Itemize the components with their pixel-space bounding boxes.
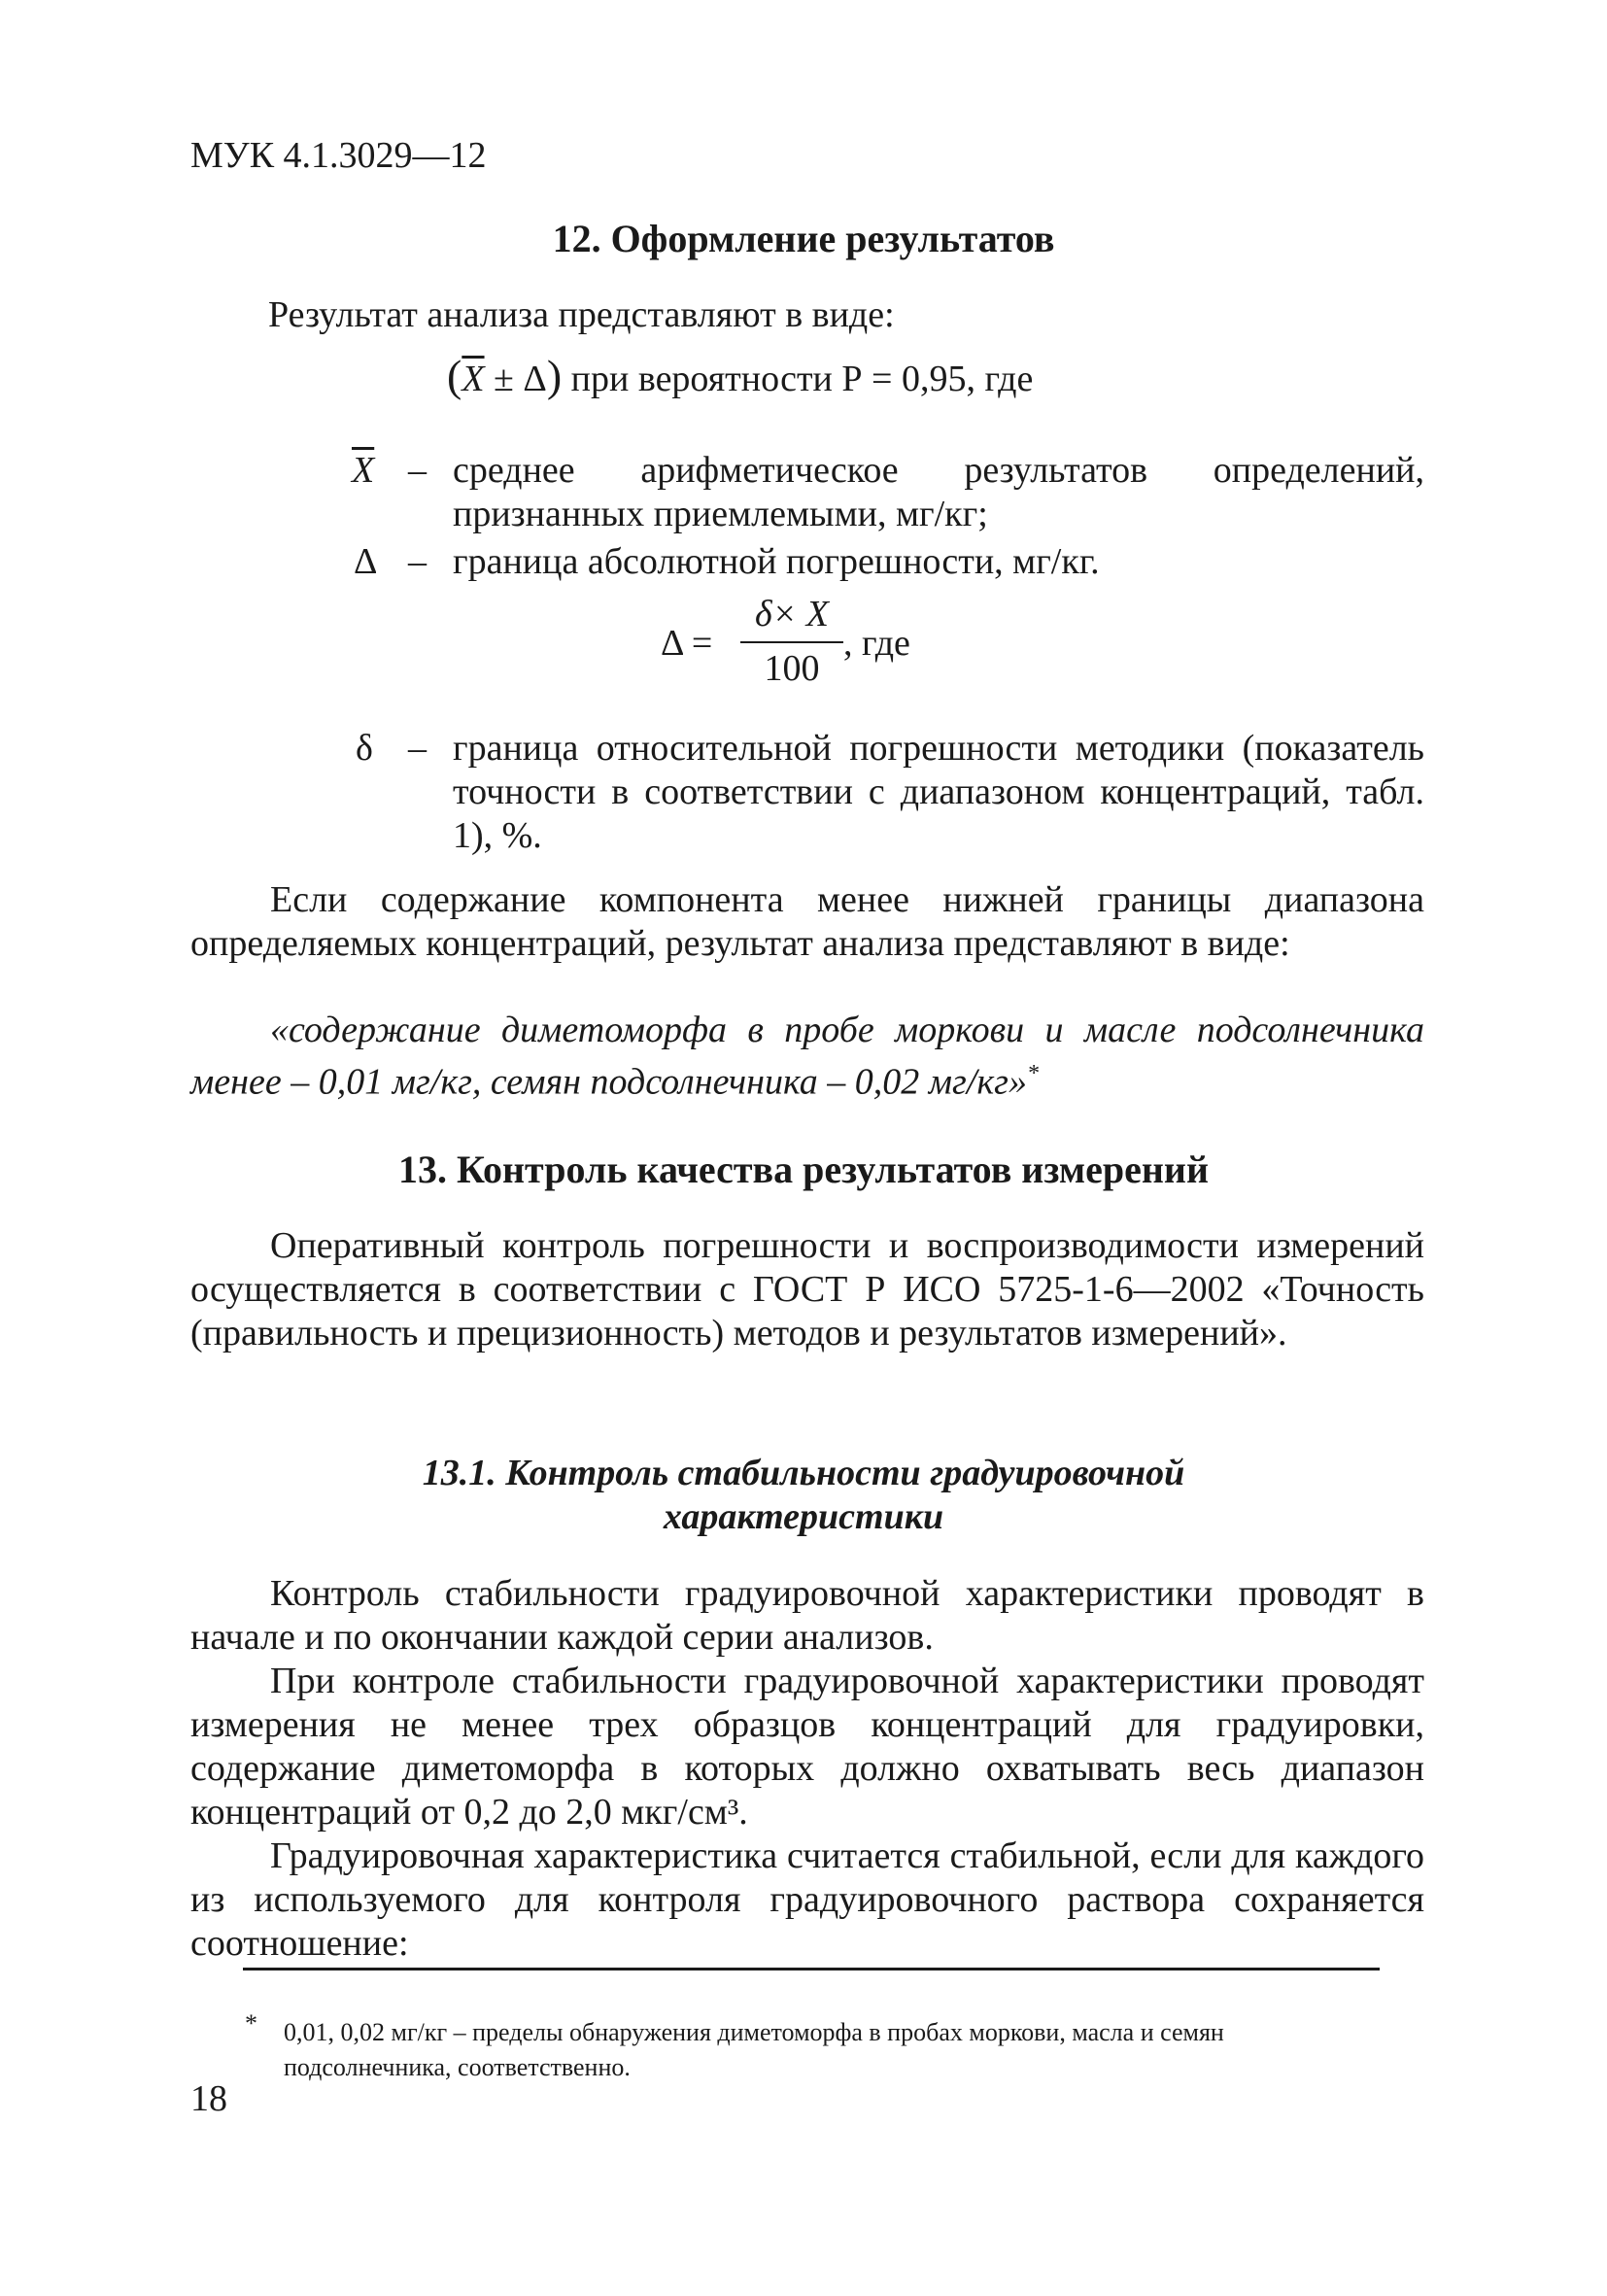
formula-open-paren: (	[447, 351, 462, 400]
formula-tail: при вероятности Р = 0,95, где	[562, 359, 1034, 399]
section-12-intro: Результат анализа представляют в виде:	[268, 294, 895, 335]
footnote-divider	[243, 1968, 1380, 1970]
document-code: МУК 4.1.3029—12	[190, 135, 487, 176]
subsection-13-1-title-line2: характеристики	[663, 1496, 944, 1537]
subsection-13-1-title-line1: 13.1. Контроль стабильности градуировочной	[422, 1453, 1185, 1493]
delta-formula-denominator: 100	[764, 648, 820, 689]
subsection-paragraph-1: Контроль стабильности градуировочной характеристики проводят в начале и по окончании каждой серии анализов.	[190, 1573, 1424, 1658]
definition-small-delta-dash: –	[408, 728, 427, 769]
subsection-paragraph-2: При контроле стабильности градуировочной характеристики проводят измерения не менее трех образцов концентраций для градуировки, содержание диметоморфа в которых должно охватывать весь диапазон концентраций от 0,2 до 2,0 мкг/см³.	[190, 1661, 1424, 1833]
delta-formula-tail: , где	[843, 623, 910, 664]
lower-limit-paragraph: Если содержание компонента менее нижней границы диапазона определяемых концентраций, результат анализа представляют в виде:	[190, 879, 1424, 964]
section-13-paragraph: Оперативный контроль погрешности и воспроизводимости измерений осуществляется в соответствии с ГОСТ Р ИСО 5725-1-6—2002 «Точность (правильность и прецизионность) методов и результатов измерений».	[190, 1225, 1424, 1354]
section-13-title: 13. Контроль качества результатов измерений	[398, 1148, 1209, 1191]
definition-small-delta-symbol: δ	[356, 728, 373, 769]
lower-limit-quote-text: «содержание диметоморфа в пробе моркови и масле подсолнечника менее – 0,01 мг/кг, семян подсолнечника – 0,02 мг/кг»	[190, 1010, 1424, 1103]
lower-limit-quote	[190, 1009, 1424, 1105]
footnote-mark: *	[245, 2009, 257, 2038]
footnote-reference: *	[1027, 1061, 1040, 1086]
delta-formula-lhs: Δ =	[661, 623, 713, 664]
definition-x-symbol: $\overline{X}$	[352, 450, 375, 491]
section-12-title: 12. Оформление результатов	[552, 217, 1055, 260]
formula-x-bar: $\overline{X}$	[462, 359, 485, 399]
definition-small-delta-text: граница относительной погрешности методики (показатель точности в соответствии с диапазоном концентраций, табл. 1), %.	[453, 728, 1424, 856]
formula-plus-minus-delta: ± Δ	[484, 359, 547, 399]
subsection-paragraph-3: Градуировочная характеристика считается стабильной, если для каждого из используемого для контроля градуировочного раствора сохраняется соотношение:	[190, 1835, 1424, 1964]
delta-formula-numerator: δ× X	[754, 594, 830, 634]
fraction-line	[740, 641, 843, 643]
definition-delta-text: граница абсолютной погрешности, мг/кг.	[453, 541, 1100, 582]
result-formula	[447, 351, 1034, 401]
page-number: 18	[190, 2078, 227, 2119]
definition-delta-symbol: Δ	[354, 541, 378, 582]
formula-close-paren: )	[546, 351, 563, 400]
definition-x-dash: –	[408, 450, 427, 491]
definition-delta-dash: –	[408, 541, 427, 582]
footnote-text: 0,01, 0,02 мг/кг – пределы обнаружения диметоморфа в пробах моркови, масла и семян подсолнечника, соответственно.	[284, 2018, 1224, 2081]
definition-x-text: среднее арифметическое результатов определений, признанных приемлемыми, мг/кг;	[453, 450, 1424, 534]
